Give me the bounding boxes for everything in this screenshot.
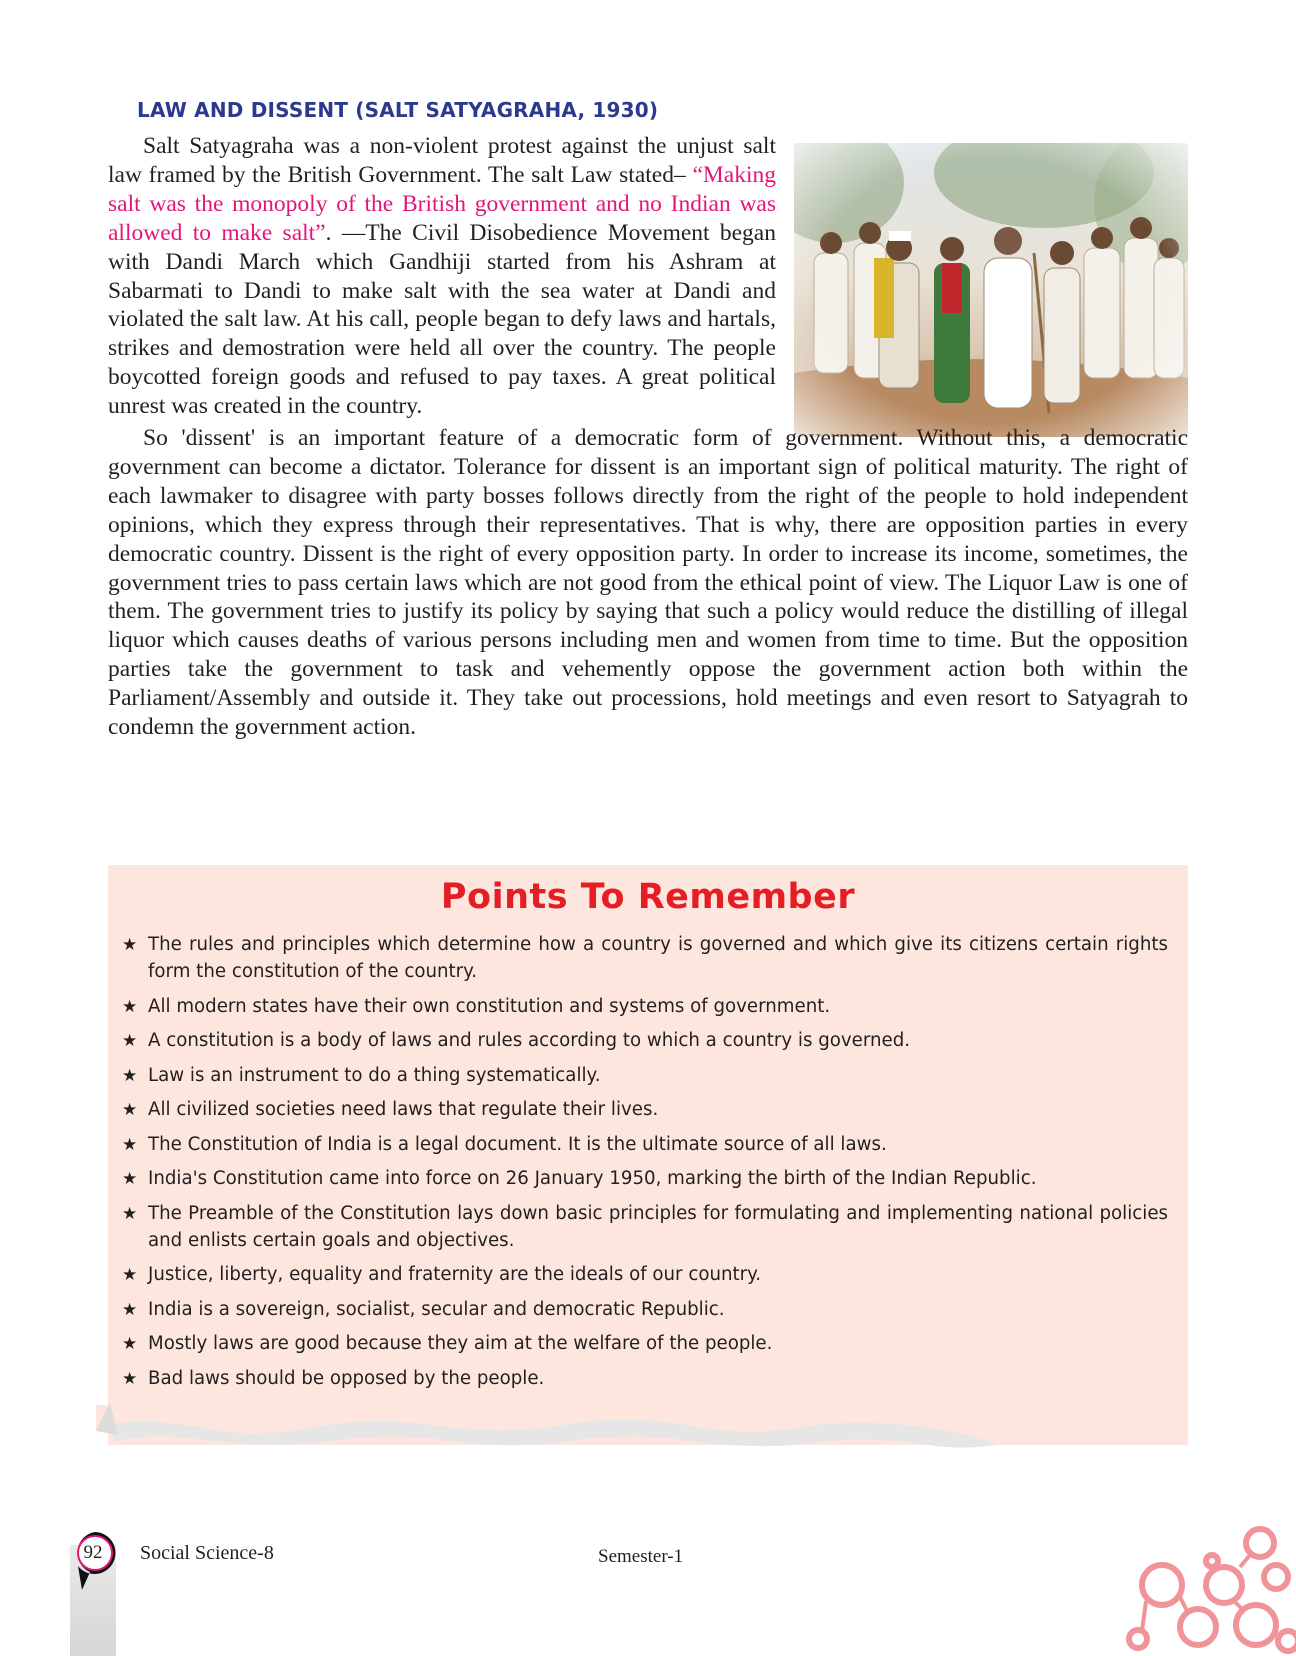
torn-paper-edge (96, 1395, 1196, 1455)
point-item (122, 1062, 1168, 1089)
point-text: Bad laws should be opposed by the people. (148, 1367, 545, 1389)
points-list (122, 931, 1168, 1399)
point-text: India is a sovereign, socialist, secular and democratic Republic. (148, 1298, 725, 1320)
decorative-circles (1120, 1515, 1296, 1656)
star-icon: ★ (122, 1368, 138, 1389)
point-text: The rules and principles which determine how a country is governed and which give its citizens certain rights form the constitution of the country. (148, 934, 1168, 982)
section-heading: LAW AND DISSENT (SALT SATYAGRAHA, 1930) (137, 98, 659, 122)
point-item (122, 1330, 1168, 1357)
paragraph-salt-satyagraha (108, 132, 1188, 443)
point-item (122, 1096, 1168, 1123)
star-icon: ★ (122, 935, 138, 955)
star-icon: ★ (122, 1334, 138, 1354)
point-item (122, 993, 1168, 1020)
point-text: Law is an instrument to do a thing systematically. (148, 1064, 601, 1086)
point-text: A constitution is a body of laws and rules according to which a country is governed. (148, 1030, 911, 1051)
point-text: The Constitution of India is a legal document. It is the ultimate source of all laws. (148, 1133, 887, 1155)
star-icon: ★ (122, 1265, 138, 1285)
star-icon: ★ (122, 1299, 138, 1320)
point-text: All modern states have their own constitution and systems of government. (148, 995, 831, 1017)
point-item (122, 1165, 1168, 1192)
paragraph-text-start: Salt Satyagraha was a non-violent protest against the unjust salt law framed by the British Government. The salt Law stated– (108, 133, 776, 188)
point-text: Mostly laws are good because they aim at the welfare of the people. (148, 1333, 773, 1354)
dandi-march-illustration (794, 143, 1188, 437)
page-number: 92 (83, 1542, 103, 1563)
star-icon: ★ (122, 1134, 138, 1155)
star-icon: ★ (122, 1169, 138, 1189)
point-item (122, 931, 1168, 985)
book-title: Social Science-8 (140, 1542, 274, 1564)
star-icon: ★ (122, 996, 138, 1017)
point-item (122, 1200, 1168, 1254)
point-text: All civilized societies need laws that regulate their lives. (148, 1099, 659, 1120)
star-icon: ★ (122, 1065, 138, 1086)
star-icon: ★ (122, 1031, 138, 1051)
point-item (122, 1365, 1168, 1392)
point-item (122, 1131, 1168, 1158)
point-text: India's Constitution came into force on 26 January 1950, marking the birth of the Indian Republic. (148, 1168, 1037, 1189)
point-item (122, 1261, 1168, 1288)
points-to-remember-box (108, 865, 1188, 1445)
point-text: The Preamble of the Constitution lays down basic principles for formulating and implementing national policies and enlists certain goals and objectives. (148, 1202, 1168, 1251)
star-icon: ★ (122, 1100, 138, 1120)
semester-label: Semester-1 (598, 1546, 684, 1567)
points-box-title: Points To Remember (440, 877, 856, 917)
star-icon: ★ (122, 1203, 138, 1224)
paragraph-text-end: . —The Civil Disobedience Movement began with Dandi March which Gandhiji started from his Ashram at Sabarmati to Dandi to make salt with the sea water at Dandi and violated the salt law. At his call, people began to defy laws and hartals, strikes and demostration were held all over the country. The people boycotted foreign goods and refused to pay taxes. A great political unrest was created in the country. (108, 219, 776, 420)
paragraph-dissent: So 'dissent' is an important feature of a democratic form of government. Without this, a democratic government can become a dictator. Tolerance for dissent is an important sign of political maturity. The right of each lawmaker to disagree with party bosses follows directly from the right of the people to hold independent opinions, which they express through their representatives. That is why, there are opposition parties in every democratic country. Dissent is the right of every opposition party. In order to increase its income, sometimes, the government tries to pass certain laws which are not good from the ethical point of view. The Liquor Law is one of them. The government tries to justify its policy by saying that such a policy would reduce the distilling of illegal liquor which causes deaths of various persons including men and women from time to time. But the opposition parties take the government to task and vehemently oppose the government action both within the Parliament/Assembly and outside it. They take out processions, hold meetings and even resort to Satyagrah to condemn the government action. (108, 425, 1188, 741)
point-item (122, 1027, 1168, 1054)
point-item (122, 1296, 1168, 1323)
point-text: Justice, liberty, equality and fraternity are the ideals of our country. (148, 1264, 762, 1285)
salt-law-quote: “Making salt was the monopoly of the British government and no Indian was allowed to make salt” (108, 161, 776, 246)
